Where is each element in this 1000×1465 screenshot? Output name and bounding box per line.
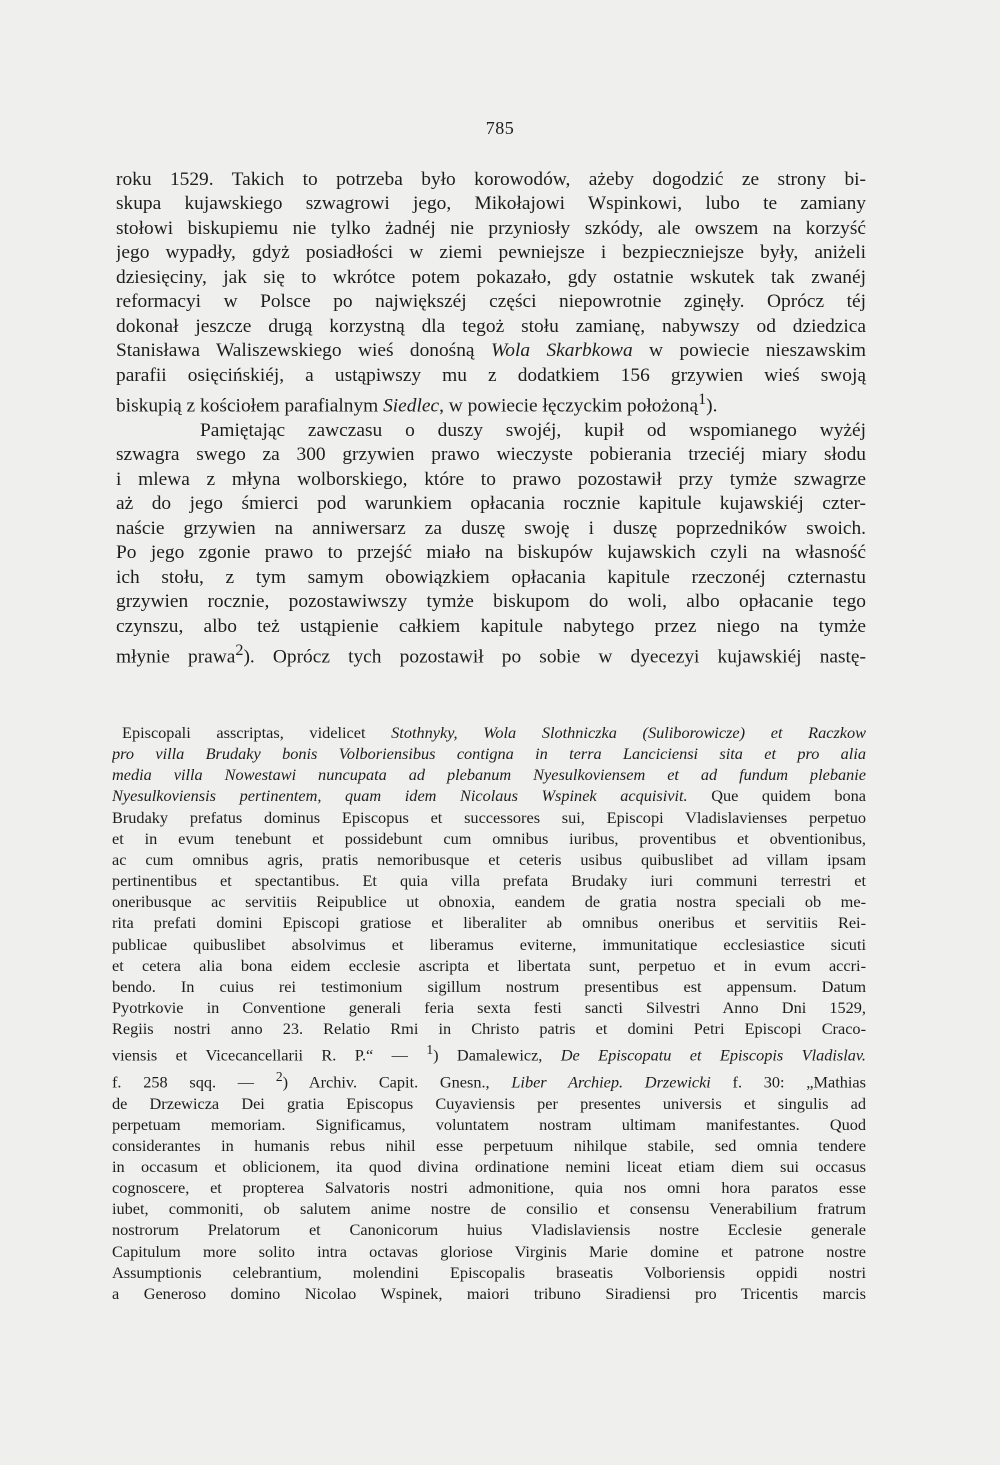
footnote-line: nostrorum Prelatorum et Canonicorum huius Vladislaviensis nostre Ecclesie generale (112, 1220, 866, 1240)
footnote-line: pro villa Brudaky bonis Volboriensibus contigna in terra Lanciciensi sita et pro alia (112, 744, 866, 764)
main-text-line: dziesięciny, jak się to wkrótce potem pokazało, gdy ostatnie wskutek tak zwanéj (116, 266, 866, 288)
footnote-line: Nyesulkoviensis pertinentem, quam idem Nicolaus Wspinek acquisivit. Que quidem bona (112, 786, 866, 806)
main-text-line: parafii osięcińskiéj, a ustąpiwszy mu z dodatkiem 156 grzywien wieś swoją (116, 364, 866, 386)
footnote-line: cognoscere, et propterea Salvatoris nostri admonitione, quia nos omni hora paratos esse (112, 1178, 866, 1198)
footnote-line: publicae quibuslibet absolvimus et liberamus eviterne, immunitatique ecclesiastice sicuti (112, 934, 866, 954)
main-text-line: ich stołu, z tym samym obowiązkiem opłacania kapitule rzeczonéj czternastu (116, 566, 866, 588)
footnote-line: a Generoso domino Nicolao Wspinek, maiori tribuno Siradiensi pro Tricentis marcis (112, 1283, 866, 1303)
footnote-line: bendo. In cuius rei testimonium sigillum nostrum presentibus est appensum. Datum (112, 976, 866, 996)
footnote-line: perpetuam memoriam. Significamus, voluntatem nostram ultimam manifestantes. Quod (112, 1114, 866, 1134)
main-text-line: biskupią z kościołem parafialnym Siedlec, w powiecie łęczyckim położoną$^1$). (116, 391, 718, 417)
main-text-line: grzywien rocznie, pozostawiwszy tymże biskupom do woli, albo opłacanie tego (116, 591, 866, 613)
main-text-line: Pamiętając zawczasu o duszy swojéj, kupił od wspomianego wyżéj (200, 420, 866, 441)
footnote-line: pertinentibus et spectantibus. Et quia villa prefata Brudaky iuri communi terrestri et (112, 871, 866, 891)
main-text-line: Stanisława Waliszewskiego wieś donośną Wola Skarbkowa w powiecie nieszawskim (116, 340, 866, 362)
footnote-line: considerantes in humanis rebus nihil esse perpetuum nihilque stabile, sed omnia tendere (112, 1135, 866, 1155)
footnote-line: de Drzewicza Dei gratia Episcopus Cuyaviensis per presentes universis et singulis ad (112, 1093, 866, 1113)
main-text-line: dokonał jeszcze drugą korzystną dla tegoż stołu zamianę, nabywszy od dziedzica (116, 315, 866, 337)
main-text-line: jego wypadły, gdyż posiadłości w ziemi pewniejsze i bezpieczniejsze były, aniżeli (116, 242, 866, 264)
main-text-line: aż do jego śmierci pod warunkiem opłacania rocznie kapitule kujawskiéj czter- (116, 493, 866, 515)
footnote-line: Brudaky prefatus dominus Episcopus et successores sui, Episcopi Vladislavienses perpetuo (112, 807, 866, 827)
main-text-line: skupa kujawskiego szwagrowi jego, Mikołajowi Wspinkowi, lubo te zamiany (116, 193, 866, 215)
footnote-line: Capitulum more solito intra octavas gloriose Virginis Marie domine et patrone nostre (112, 1241, 866, 1261)
main-text (116, 168, 866, 670)
footnote-line: et in evum tenebunt et possidebunt cum omnibus iuribus, proventibus et obventionibus, (112, 828, 866, 848)
main-text-line: i mlewa z młyna wolborskiego, które to prawo pozostawił przy tymże szwagrze (116, 468, 866, 490)
footnotes (112, 722, 866, 1304)
page-number: 785 (485, 118, 515, 138)
footnote-line: in occasum et oblicionem, ita quod divina ordinatione nemini liceat etiam diem sui occasus (112, 1156, 866, 1176)
footnote-line: ac cum omnibus agris, pratis nemoribusque et ceteris usibus quibuslibet ad villam ipsam (112, 849, 866, 869)
footnote-line: iubet, commoniti, ob salutem anime nostre de consilio et consensu Venerabilium fratrum (112, 1199, 866, 1219)
main-text-line: szwagra swego za 300 grzywien prawo wieczyste pobierania trzeciéj miary słodu (116, 444, 866, 466)
footnote-line: Assumptionis celebrantium, molendini Episcopalis braseatis Volboriensis oppidi nostri (112, 1262, 866, 1282)
footnote-line: Pyotrkovie in Conventione generali feria sexta festi sancti Silvestri Anno Dni 1529, (112, 998, 866, 1018)
main-text-line: naście grzywien na anniwersarz za duszę swoję i duszę poprzedników swoich. (116, 517, 866, 539)
footnote-line: et cetera alia bona eidem ecclesie ascripta et libertata sunt, perpetuo et in evum accri- (112, 955, 866, 975)
footnote-line: Regiis nostri anno 23. Relatio Rmi in Christo patris et domini Petri Episcopi Craco- (112, 1019, 866, 1039)
main-text-line: młynie prawa$^2$). Oprócz tych pozostawił po sobie w dyecezyi kujawskiéj nastę- (116, 642, 866, 668)
main-text-line: Po jego zgonie prawo to przejść miało na biskupów kujawskich czyli na własność (116, 542, 866, 564)
main-text-line: czynszu, albo też ustąpienie całkiem kapitule nabytego przez niego na tymże (116, 615, 866, 637)
footnote-line: rita prefati domini Episcopi gratiose et liberaliter ab omnibus oneribus et servitiis Rei- (112, 913, 866, 933)
footnote-line: Episcopali asscriptas, videlicet Stothnyky, Wola Slothniczka (Suliborowicze) et Raczkow (122, 723, 866, 742)
footnote-line: viensis et Vicecancellarii R. P.“ — $^1$) Damalewicz, De Episcopatu et Episcopis Vladislav. (112, 1042, 866, 1065)
footnote-line: media villa Nowestawi nuncupata ad plebanum Nyesulkoviensem et ad fundum plebanie (112, 765, 866, 785)
footnote-line: f. 258 sqq. — $^2$) Archiv. Capit. Gnesn., Liber Archiep. Drzewicki f. 30: „Mathias (112, 1068, 866, 1092)
main-text-line: reformacyi w Polsce po największéj części niepowrotnie zginęły. Oprócz téj (116, 291, 866, 313)
main-text-line: stołowi biskupiemu nie tylko żadnéj nie przyniosły szkódy, ale owszem na korzyść (116, 217, 866, 239)
main-text-line: roku 1529. Takich to potrzeba było korowodów, ażeby dogodzić ze strony bi- (116, 169, 866, 190)
footnote-line: oneribusque ac servitiis Reipublice ut obnoxia, eandem de gratia nostra speciali ob me- (112, 892, 866, 912)
